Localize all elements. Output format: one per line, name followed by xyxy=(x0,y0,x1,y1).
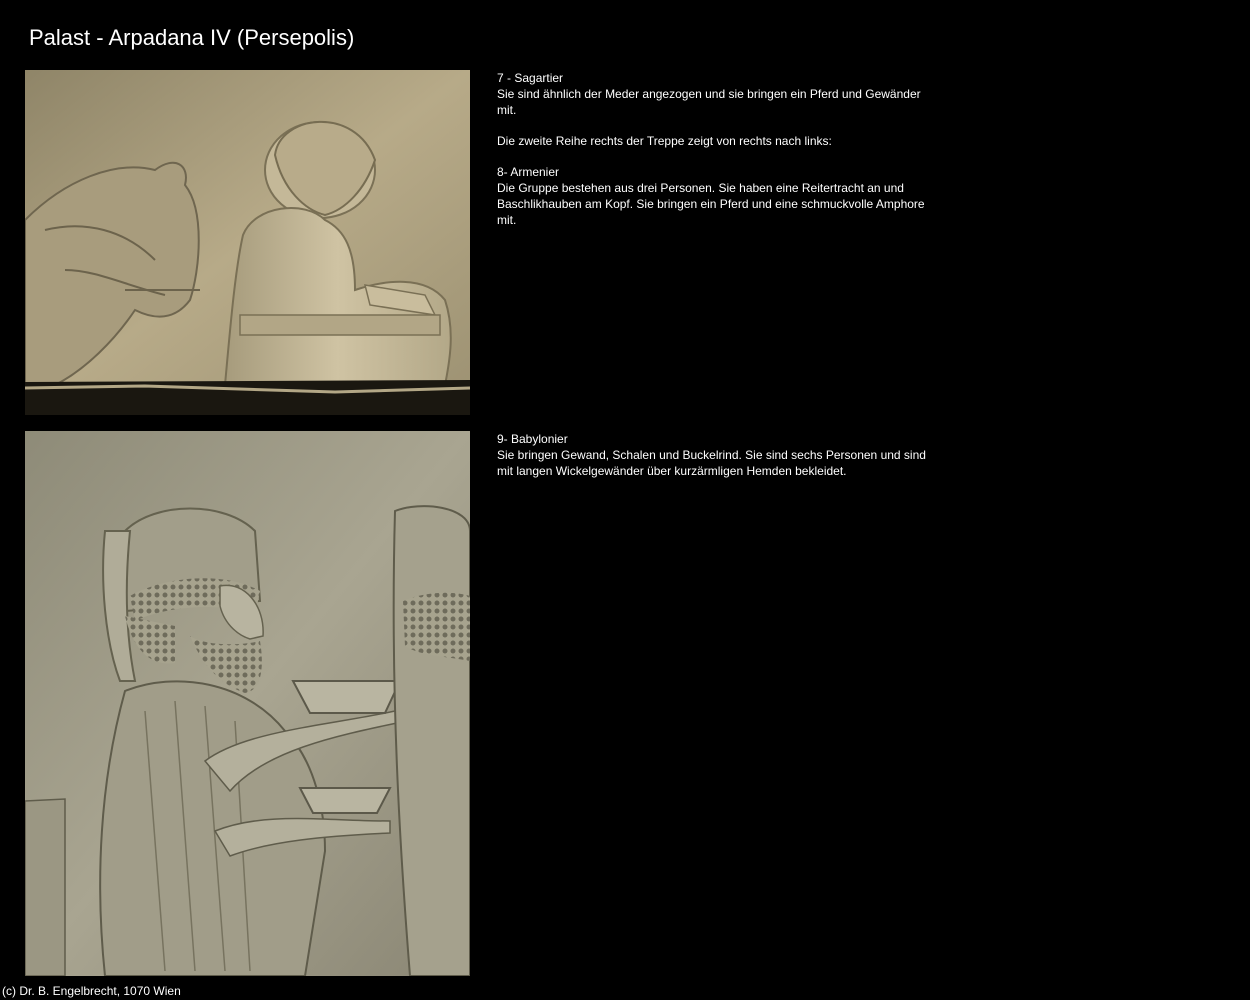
entry-text: Die zweite Reihe rechts der Treppe zeigt von rechts nach links: xyxy=(497,134,832,148)
paragraph-gap xyxy=(497,118,937,133)
caption-babylonier xyxy=(497,431,937,479)
relief-photo-babylonier xyxy=(25,431,470,976)
entry-text: Die Gruppe bestehen aus drei Personen. Sie haben eine Reitertracht an und Baschlikhauben am Kopf. Sie bringen ein Pferd und eine schmuckvolle Amphore mit. xyxy=(497,181,925,227)
entry-heading: 7 - Sagartier xyxy=(497,71,564,85)
entry-text: Sie sind ähnlich der Meder angezogen und sie bringen ein Pferd und Gewänder mit. xyxy=(497,87,921,117)
relief-photo-babylonier-bowls-icon xyxy=(25,431,470,976)
copyright-footer: (c) Dr. B. Engelbrecht, 1070 Wien xyxy=(2,984,181,998)
entry-heading: 9- Babylonier xyxy=(497,432,568,446)
relief-photo-sagartier xyxy=(25,70,470,415)
caption-sagartier-armenier xyxy=(497,70,937,228)
page-title: Palast - Arpadana IV (Persepolis) xyxy=(29,25,355,50)
relief-photo-sagartier-horse-icon xyxy=(25,70,470,415)
entry-heading: 8- Armenier xyxy=(497,165,560,179)
entry-text: Sie bringen Gewand, Schalen und Buckelrind. Sie sind sechs Personen und sind mit langen Wickelgewänder über kurzärmligen Hemden bekleidet. xyxy=(497,448,926,478)
paragraph-gap xyxy=(497,149,937,164)
